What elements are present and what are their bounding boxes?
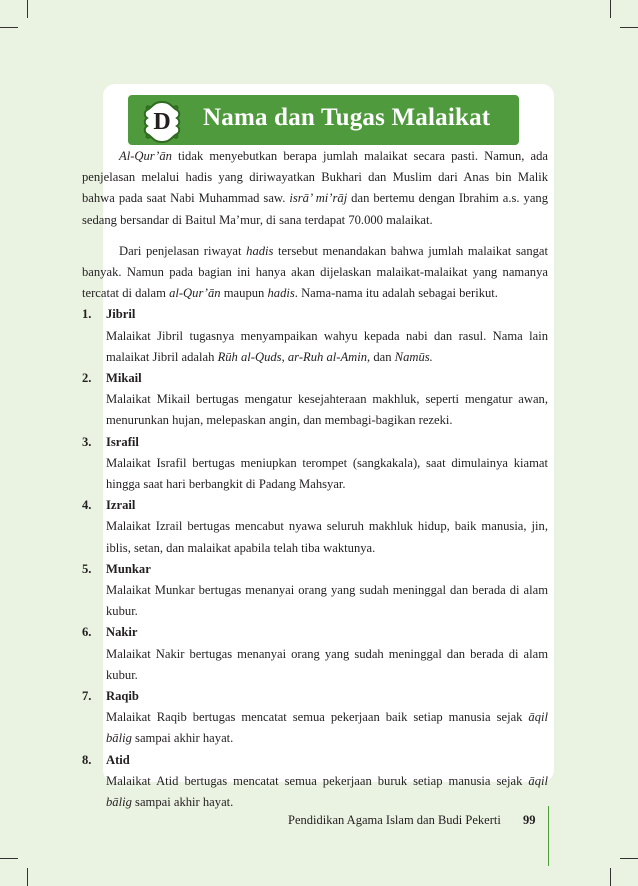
angel-name: Atid [106,752,130,767]
angel-list [82,304,548,813]
section-title: Nama dan Tugas Malaikat [203,104,491,131]
list-item [82,368,548,432]
page-number: 99 [523,813,536,827]
angel-name: Izrail [106,498,136,513]
text-run: tersebut menandakan bahwa jumlah malaikat sangat banyak. Namun pada bagian ini hanya akan dijelaskan malaikat-malaikat yang namanya tercatat di dalam [82,243,549,301]
text-run: Dari penjelasan riwayat [119,243,247,258]
angel-name: Jibril [106,307,136,322]
list-item [82,622,548,686]
term-hadis: hadis [267,286,295,301]
text-run: , dan [367,349,395,364]
crop-mark [27,868,28,886]
crop-mark [610,0,611,18]
item-number: 8. [82,752,92,767]
angel-name: Raqib [106,689,139,704]
text-run: , [281,349,288,364]
list-item [82,432,548,496]
text-run: maupun [220,286,268,301]
angel-name: Mikail [106,371,142,386]
list-item [82,686,548,750]
angel-description: Malaikat Israfil bertugas meniupkan terompet (sangkakala), saat dimulainya kiamat hingga saat hari berbangkit di Padang Mahsyar. [106,455,548,492]
list-item [82,559,548,623]
term-hadis: hadis [246,243,274,258]
angel-description [106,326,548,368]
item-number: 4. [82,498,92,513]
crop-mark [0,27,18,28]
list-item [82,495,548,559]
angel-description [106,771,548,813]
text-run: Malaikat Raqib bertugas mencatat semua pekerjaan baik setiap manusia sejak [106,710,529,725]
footer-book-title: Pendidikan Agama Islam dan Budi Pekerti [288,813,501,827]
term-ruh-al-quds: Rūh al-Quds [217,349,282,364]
footer-divider [548,806,549,866]
crop-mark [610,868,611,886]
angel-description: Malaikat Mikail bertugas mengatur kesejahteraan makhluk, seperti mengatur awan, menurunkan hujan, melepaskan angin, dan membagi-bagikan rezeki. [106,392,548,428]
section-badge [143,100,181,144]
angel-description: Malaikat Munkar bertugas menanyai orang yang sudah meninggal dan berada di alam kubur. [106,583,548,619]
term-quran: al-Qur’ān [169,286,221,301]
angel-name: Israfil [106,434,139,449]
text-run: Malaikat Jibril tugasnya menyampaikan wahyu kepada nabi dan rasul. Nama lain malaikat Jibril adalah [106,328,548,364]
item-number: 5. [82,561,92,576]
angel-name: Munkar [106,561,151,576]
term-namus: Namūs. [394,349,433,364]
intro-paragraph-1 [82,146,548,231]
list-item [82,304,548,368]
text-run: sampai akhir hayat. [131,731,234,746]
angel-name: Nakir [106,625,138,640]
crop-mark [620,858,638,859]
term-isra-miraj: isrā’ mi’rāj [289,191,348,206]
term-quran: Al-Qur’ān [119,149,172,163]
text-run: sampai akhir hayat. [131,795,234,810]
term-ar-ruh-al-amin: ar-Ruh al-Amin [287,349,368,364]
text-run: dan bertemu dengan Ibrahim a.s. yang sedang bersandar di Baitul Ma’mur, di sana terdapat 70.000 malaikat. [82,191,549,227]
angel-description: Malaikat Izrail bertugas mencabut nyawa seluruh makhluk hidup, baik manusia, jin, iblis, setan, dan malaikat apabila telah tiba waktunya. [106,519,548,555]
text-run: Malaikat Atid bertugas mencatat semua pekerjaan buruk setiap manusia sejak [106,773,529,788]
item-number: 1. [82,307,92,322]
badge-letter: D [153,108,171,135]
crop-mark [0,858,18,859]
list-item [82,750,548,814]
item-number: 3. [82,434,92,449]
angel-description [106,707,548,749]
intro-paragraph-2 [82,241,548,305]
text-run: . Nama-nama itu adalah sebagai berikut. [294,286,498,301]
crop-mark [27,0,28,18]
angel-description: Malaikat Nakir bertugas menanyai orang yang sudah meninggal dan berada di alam kubur. [106,646,548,682]
section-content [82,146,548,813]
item-number: 6. [82,625,92,640]
crop-mark [620,27,638,28]
item-number: 7. [82,689,92,704]
term-aqil-balig: āqil bālig [106,710,548,746]
text-run: tidak menyebutkan berapa jumlah malaikat secara pasti. Namun, ada penjelasan melalui hadis yang diriwayatkan Bukhari dan Muslim dari Anas bin Malik bahwa pada saat Nabi Muhammad saw. [82,149,548,206]
item-number: 2. [82,371,92,386]
term-aqil-balig: āqil bālig [106,773,548,810]
